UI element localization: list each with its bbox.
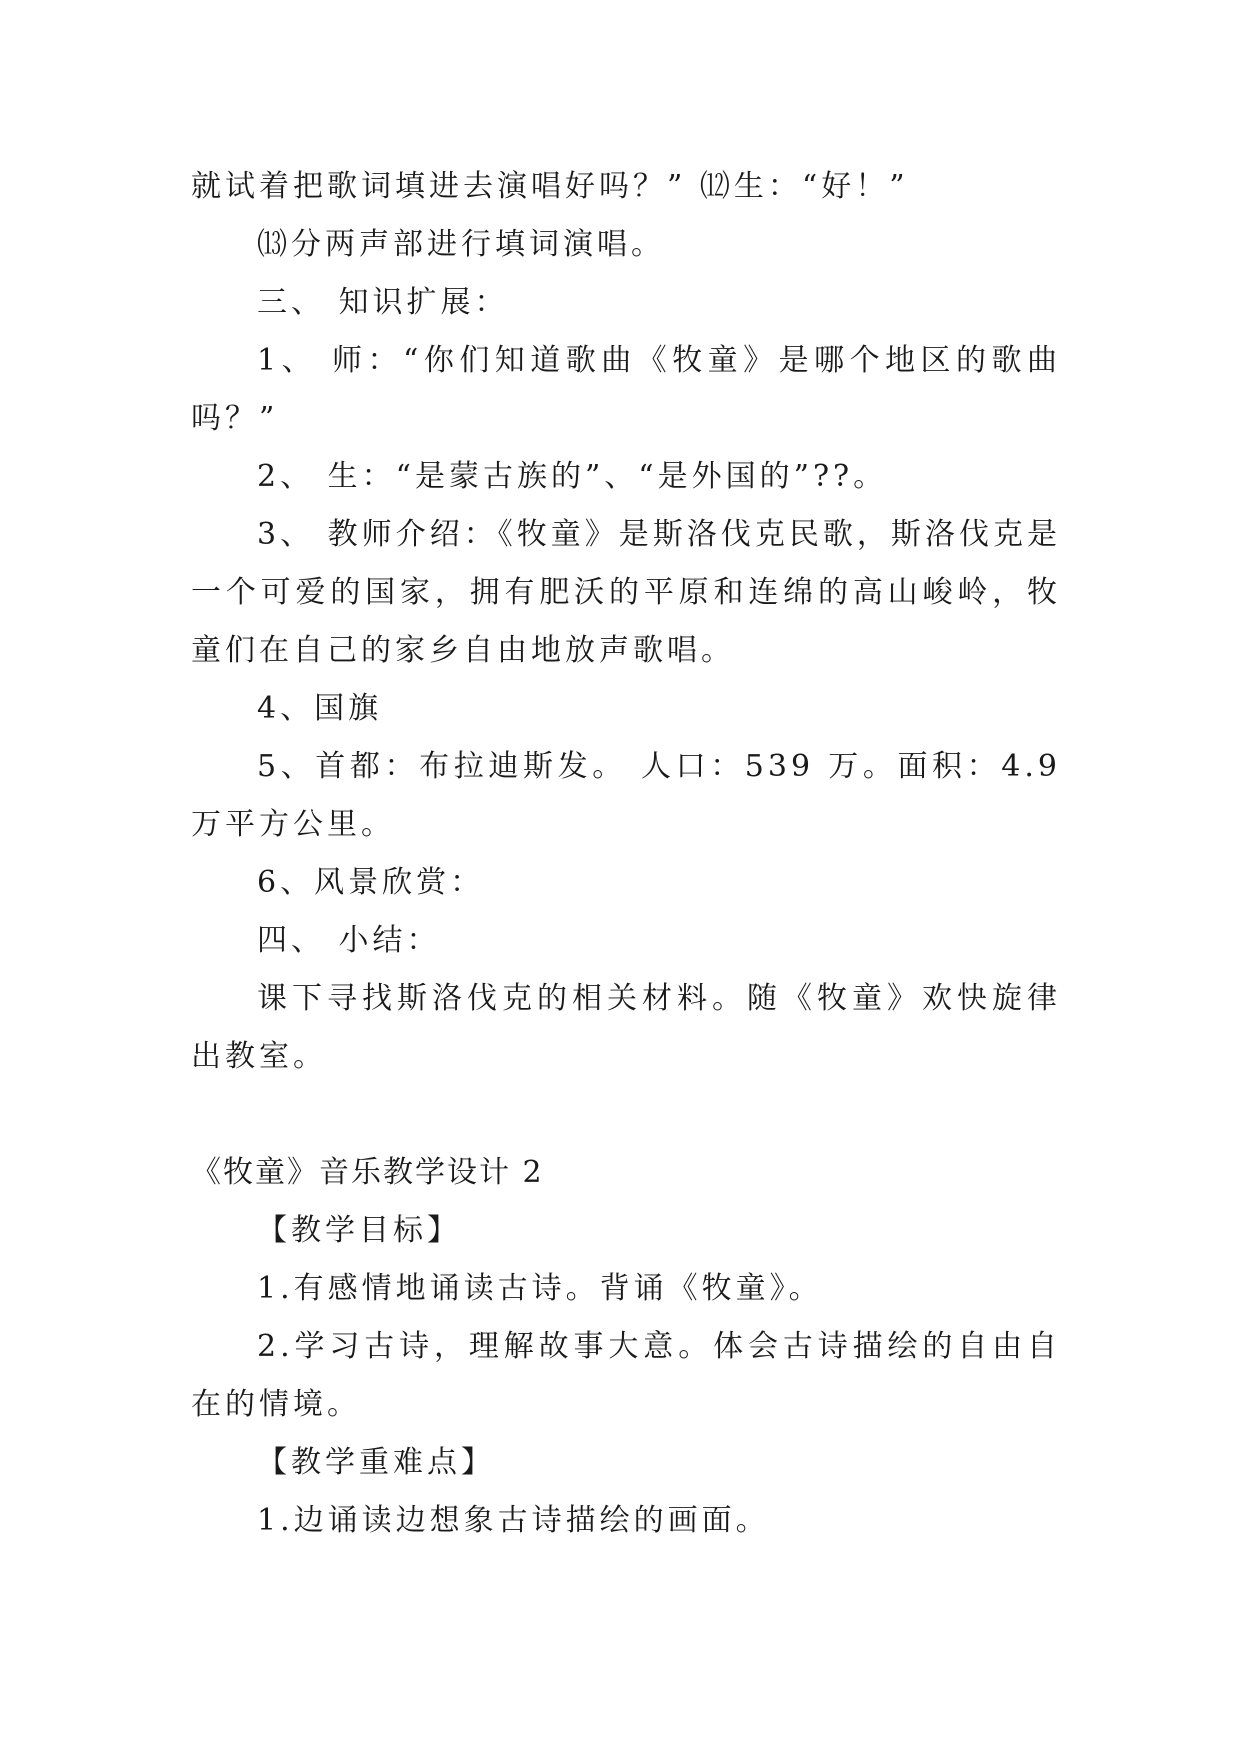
difficulty-item-1: 1.边诵读边想象古诗描绘的画面。 (257, 1503, 770, 1538)
paragraph-item-3: 3、 教师介绍：《牧童》是斯洛伐克民歌，斯洛伐克是一个可爱的国家，拥有肥沃的平原和连绵的高山峻岭，牧童们在自己的家乡自由地放声歌唱。 (191, 517, 1061, 668)
paragraph-item-4: 4、国旗 (257, 691, 383, 726)
heading-teaching-goals: 【教学目标】 (257, 1213, 461, 1248)
paragraph-homework: 课下寻找斯洛伐克的相关材料。随《牧童》欢快旋律出教室。 (191, 981, 1061, 1074)
heading-knowledge-extension: 三、 知识扩展： (257, 285, 509, 320)
paragraph-step-13: ⒀分两声部进行填词演唱。 (257, 227, 665, 262)
heading-key-difficulties: 【教学重难点】 (257, 1445, 495, 1480)
heading-summary: 四、 小结： (257, 923, 441, 958)
goal-item-2: 2.学习古诗，理解故事大意。体会古诗描绘的自由自在的情境。 (191, 1329, 1061, 1422)
paragraph-item-6: 6、风景欣赏： (257, 865, 485, 900)
paragraph-continuation: 就试着把歌词填进去演唱好吗？” ⑿生：“好！” (191, 169, 909, 204)
paragraph-item-2: 2、 生：“是蒙古族的”、“是外国的”??。 (257, 459, 888, 494)
paragraph-item-1: 1、 师：“你们知道歌曲《牧童》是哪个地区的歌曲吗？” (191, 343, 1061, 436)
paragraph-item-5: 5、首都：布拉迪斯发。 人口：539 万。面积：4.9 万平方公里。 (191, 749, 1061, 842)
document-page (191, 158, 1061, 1550)
goal-item-1: 1.有感情地诵读古诗。背诵《牧童》。 (257, 1271, 823, 1306)
section-title: 《牧童》音乐教学设计 2 (191, 1155, 544, 1190)
